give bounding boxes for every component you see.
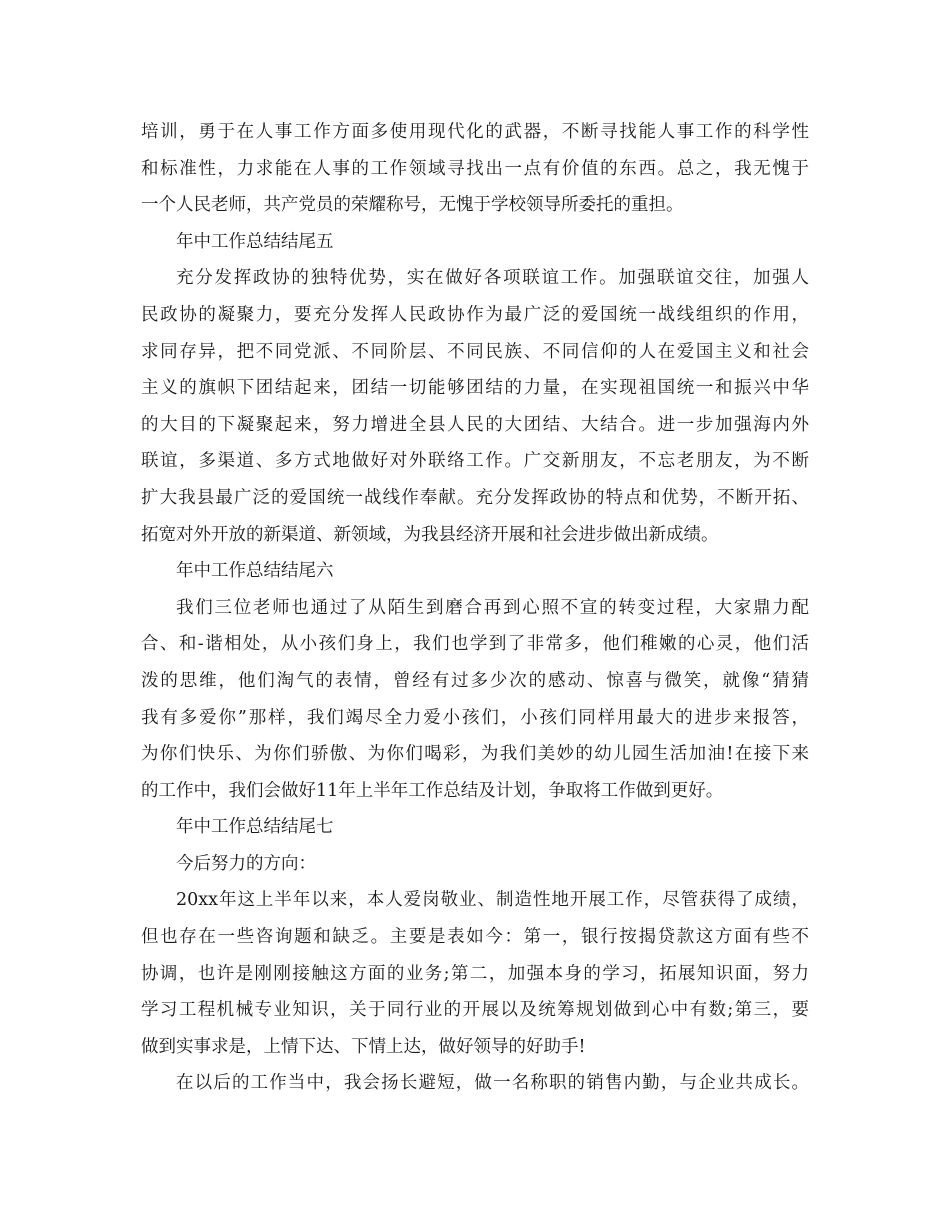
section-heading: 年中工作总结结尾五 [176, 231, 334, 252]
text-line: 我有多爱你”那样，我们竭尽全力爱小孩们，小孩们同样用最大的进步来报答， [141, 707, 809, 728]
text-line: 培训，勇于在人事工作方面多使用现代化的武器，不断寻找能人事工作的科学性 [141, 122, 809, 142]
text-line: 联谊，多渠道、多方式地做好对外联络工作。广交新朋友，不忘老朋友，为不断 [141, 451, 809, 472]
text-line: 协调，也许是刚刚接触这方面的业务;第二，加强本身的学习，拓展知识面，努力 [141, 963, 809, 984]
text-line: 一个人民老师，共产党员的荣耀称号，无愧于学校领导所委托的重担。 [141, 195, 684, 216]
document-page [141, 114, 809, 1102]
text-line: 的大目的下凝聚起来，努力增进全县人民的大团结、大结合。进一步加强海内外 [141, 414, 809, 435]
text-line: 做到实事求是，上情下达、下情上达，做好领导的好助手! [141, 1036, 586, 1057]
text-line: 我们三位老师也通过了从陌生到磨合再到心照不宣的转变过程，大家鼎力配 [176, 597, 809, 618]
text-line: 拓宽对外开放的新渠道、新领域，为我县经济开展和社会进步做出新成绩。 [141, 524, 719, 545]
text-line: 今后努力的方向： [176, 853, 316, 874]
text-line: 主义的旗帜下团结起来，团结一切能够团结的力量，在实现祖国统一和振兴中华 [141, 378, 809, 399]
text-line: 充分发挥政协的独特优势，实在做好各项联谊工作。加强联谊交往，加强人 [176, 268, 809, 289]
text-line: 的工作中，我们会做好11年上半年工作总结及计划，争取将工作做到更好。 [141, 780, 724, 801]
text-line: 民政协的凝聚力，要充分发挥人民政协作为最广泛的爱国统一战线组织的作用， [141, 304, 809, 325]
section-heading: 年中工作总结结尾七 [176, 817, 334, 838]
text-line: 学习工程机械专业知识，关于同行业的开展以及统筹规划做到心中有数;第三，要 [141, 1000, 809, 1021]
text-line: 和标准性，力求能在人事的工作领域寻找出一点有价值的东西。总之，我无愧于 [141, 158, 809, 179]
text-line: 20xx年这上半年以来，本人爱岗敬业、制造性地开展工作，尽管获得了成绩， [176, 890, 809, 911]
text-line: 求同存异，把不同党派、不同阶层、不同民族、不同信仰的人在爱国主义和社会 [141, 341, 809, 362]
text-line: 泼的思维，他们淘气的表情，曾经有过多少次的感动、惊喜与微笑，就像“猜猜 [141, 670, 809, 691]
text-line: 合、和-谐相处，从小孩们身上，我们也学到了非常多，他们稚嫩的心灵，他们活 [141, 634, 809, 655]
text-line: 为你们快乐、为你们骄傲、为你们喝彩，为我们美妙的幼儿园生活加油!在接下来 [141, 744, 809, 765]
text-line: 但也存在一些咨询题和缺乏。主要是表如今：第一，银行按揭贷款这方面有些不 [141, 927, 809, 948]
section-heading: 年中工作总结结尾六 [176, 561, 334, 582]
text-line: 扩大我县最广泛的爱国统一战线作奉献。充分发挥政协的特点和优势，不断开拓、 [141, 487, 809, 508]
text-line: 在以后的工作当中，我会扬长避短，做一名称职的销售内勤，与企业共成长。 [176, 1073, 809, 1094]
